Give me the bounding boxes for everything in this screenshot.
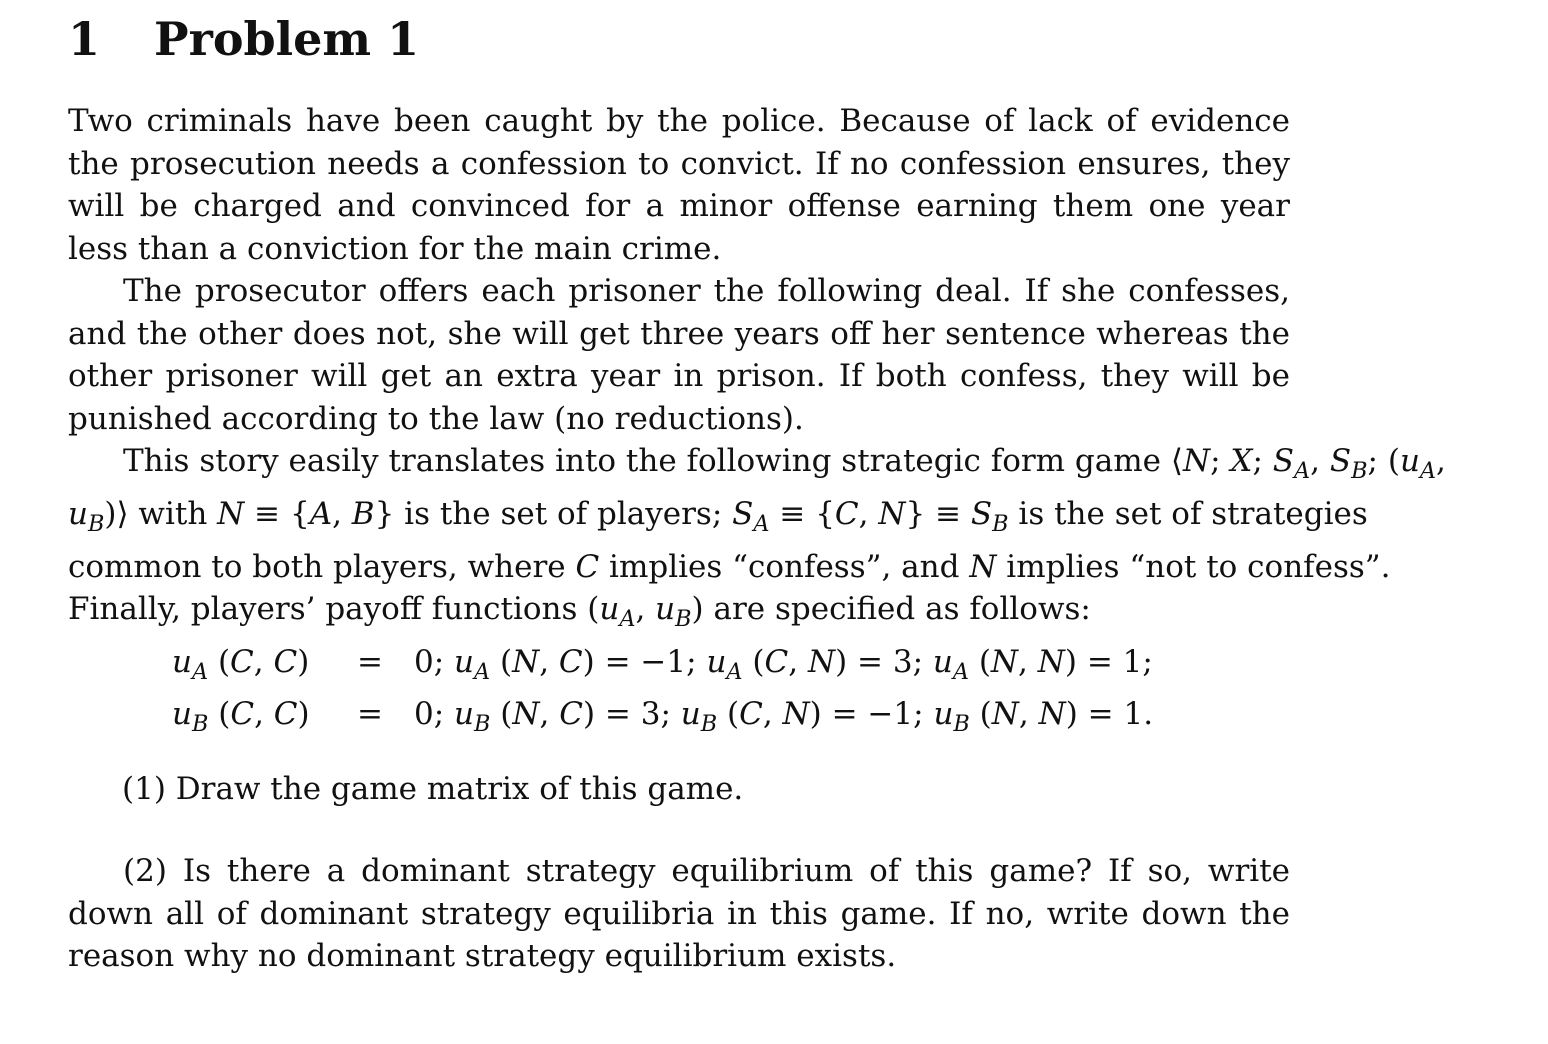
question-1: (1) Draw the game matrix of this game. — [122, 771, 744, 807]
paragraph-deal — [68, 270, 1290, 440]
section-heading — [68, 8, 419, 70]
question-2-text: (2) Is there a dominant strategy equilibrium of this game? If so, write down all of dominant strategy equilibria in this game. If no, write down the reason why no dominant strategy equilibrium exists. — [68, 853, 1290, 975]
paragraph-game-definition — [68, 440, 1508, 641]
equation-a-rhs: 0; $u_A$ (N, C) = −1; $u_A$ (C, N) = 3; $u_A$ (N, N) = 1; — [414, 644, 1153, 686]
equation-b-lhs: $u_B$ (C, C) — [172, 696, 310, 738]
question-2 — [68, 850, 1290, 978]
section-number: 1 — [68, 12, 101, 66]
equation-b-rhs: 0; $u_B$ (N, C) = 3; $u_B$ (C, N) = −1; $u_B$ (N, N) = 1. — [414, 696, 1154, 738]
paragraph-deal-text: The prosecutor offers each prisoner the following deal. If she confesses, and the other does not, she will get three years off her sentence whereas the other prisoner will get an extra year in prison. If both confess, they will be punished according to the law (no reductions). — [68, 273, 1290, 437]
equation-a-equals: = — [357, 644, 383, 680]
paragraph-game-text: This story easily translates into the following strategic form game ⟨N; X; $S_A$, $S_B$; ($u_A$, $u_B)⟩$ with N ≡ {A, B} is the set of players; $S_A \equiv \{C$, $N\} \equiv S_B$ is the set of strategies common to both players, where C implies “confess”, and N implies “not to confess”. Finally, players’ payoff functions ($u_A$, $u_B$) are specified as follows: — [68, 443, 1446, 633]
equation-a-lhs: $u_A$ (C, C) — [172, 644, 310, 686]
section-title: Problem 1 — [154, 12, 420, 66]
paragraph-intro: Two criminals have been caught by the police. Because of lack of evidence the prosecution needs a confession to convict. If no confession ensures, they will be charged and convinced for a minor offense earning them one year less than a conviction for the main crime. — [68, 103, 1290, 267]
equation-b-equals: = — [357, 696, 383, 732]
